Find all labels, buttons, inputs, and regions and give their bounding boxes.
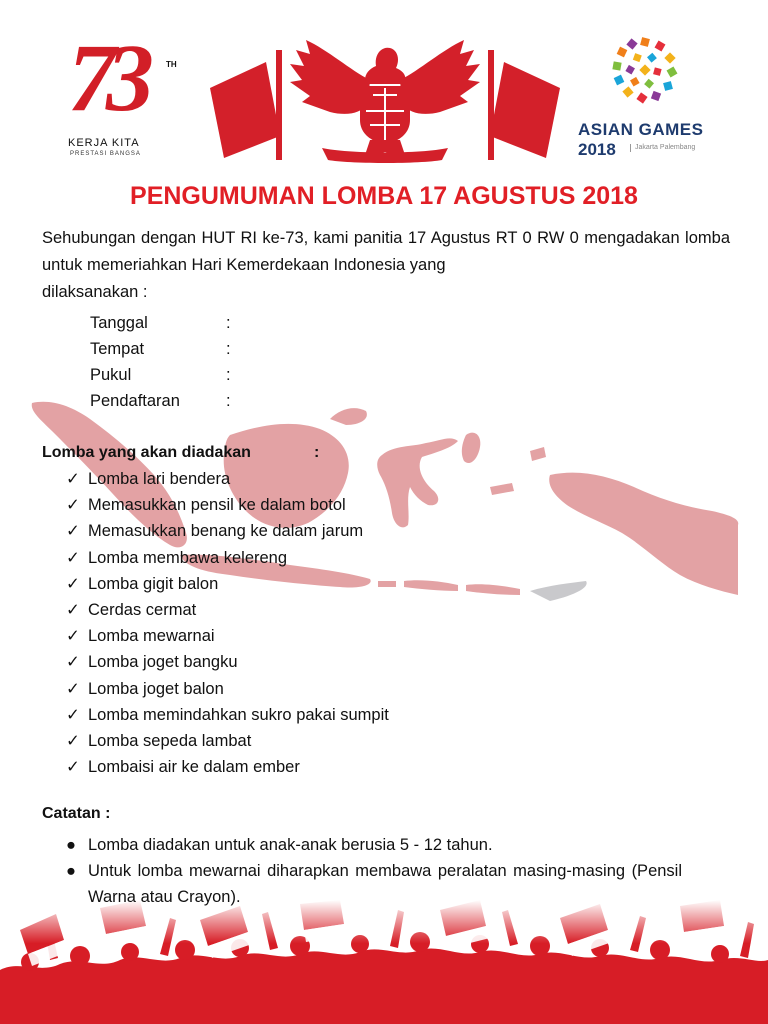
note-text: Untuk lomba mewarnai diharapkan membawa peralatan masing-masing (Pensil Warna atau Crayon). <box>88 862 682 906</box>
competition-label: Lomba joget balon <box>88 679 224 698</box>
notes-list <box>66 832 682 910</box>
list-item <box>66 545 389 571</box>
detail-row-registration <box>90 388 390 414</box>
check-icon: ✓ <box>66 574 80 593</box>
asian-games-year: 2018 <box>578 140 616 159</box>
intro-line-3: dilaksanakan : <box>42 283 148 301</box>
list-item <box>66 649 389 675</box>
detail-row-place <box>90 336 390 362</box>
crowd-flags-footer-illustration <box>0 900 768 1024</box>
list-item <box>66 858 682 910</box>
check-icon: ✓ <box>66 758 80 777</box>
bullet-icon: ● <box>66 862 76 880</box>
intro-line-2: mengadakan lomba untuk memeriahkan Hari Kemerdekaan Indonesia yang <box>42 229 730 274</box>
competitions-heading-colon: : <box>314 444 320 461</box>
list-item <box>66 702 389 728</box>
competition-label: Lomba membawa kelereng <box>88 548 288 567</box>
detail-label: Tempat <box>90 340 145 358</box>
competition-label: Lomba sepeda lambat <box>88 731 252 750</box>
competition-label: Lomba lari bendera <box>88 470 231 488</box>
check-icon: ✓ <box>66 705 80 724</box>
asian-games-title: ASIAN GAMES <box>578 120 704 139</box>
competition-label: Lomba mewarnai <box>88 627 215 646</box>
competitions-heading <box>42 440 320 466</box>
logo-73-suffix: TH <box>166 60 177 69</box>
detail-row-time <box>90 362 390 388</box>
detail-colon: : <box>226 314 231 332</box>
competition-list <box>66 466 389 780</box>
list-item <box>66 728 389 754</box>
hut-ri-73-logo <box>60 24 177 165</box>
asian-games-logo <box>570 30 740 170</box>
check-icon: ✓ <box>66 731 80 750</box>
check-icon: ✓ <box>66 627 80 646</box>
competition-label: Memasukkan pensil ke dalam botol <box>88 496 346 515</box>
competition-label: Cerdas cermat <box>88 600 197 619</box>
detail-colon: : <box>226 340 231 358</box>
list-item <box>66 623 389 649</box>
list-item <box>66 676 389 702</box>
intro-paragraph <box>42 225 730 306</box>
detail-row-date <box>90 310 390 336</box>
logo-73-subtagline: PRESTASI BANGSA <box>70 151 141 157</box>
intro-line-1: Sehubungan dengan HUT RI ke-73, kami panitia 17 Agustus RT 0 RW 0 <box>42 229 579 247</box>
detail-label: Pendaftaran <box>90 392 180 410</box>
detail-colon: : <box>226 366 231 384</box>
list-item <box>66 754 389 780</box>
bullet-icon: ● <box>66 836 76 854</box>
competitions-heading-text: Lomba yang akan diadakan <box>42 444 251 461</box>
detail-label: Pukul <box>90 366 132 384</box>
competition-label: Lombaisi air ke dalam ember <box>88 758 300 777</box>
event-details <box>90 310 390 414</box>
list-item <box>66 597 389 623</box>
check-icon: ✓ <box>66 522 80 541</box>
list-item <box>66 571 389 597</box>
note-text: Lomba diadakan untuk anak-anak berusia 5 - 12 tahun. <box>88 836 493 854</box>
check-icon: ✓ <box>66 679 80 698</box>
check-icon: ✓ <box>66 496 80 515</box>
logo-73-tagline: KERJA KITA <box>68 137 140 149</box>
list-item <box>66 466 389 492</box>
garuda-emblem-icon <box>210 40 560 165</box>
check-icon: ✓ <box>66 600 80 619</box>
competition-label: Lomba gigit balon <box>88 574 219 593</box>
competition-label: Lomba memindahkan sukro pakai sumpit <box>88 705 389 724</box>
check-icon: ✓ <box>66 470 80 488</box>
competition-label: Memasukkan benang ke dalam jarum <box>88 522 364 541</box>
list-item <box>66 518 389 544</box>
check-icon: ✓ <box>66 548 80 567</box>
detail-colon: : <box>226 392 231 410</box>
check-icon: ✓ <box>66 653 80 672</box>
list-item <box>66 492 389 518</box>
list-item <box>66 832 682 858</box>
asian-games-sun-icon <box>610 36 680 106</box>
asian-games-host: Jakarta Palembang <box>630 144 695 152</box>
detail-label: Tanggal <box>90 314 148 332</box>
logo-73-number: 73 <box>68 24 144 131</box>
competition-label: Lomba joget bangku <box>88 653 238 672</box>
notes-heading: Catatan : <box>42 805 111 822</box>
page-title: PENGUMUMAN LOMBA 17 AGUSTUS 2018 <box>130 182 638 210</box>
